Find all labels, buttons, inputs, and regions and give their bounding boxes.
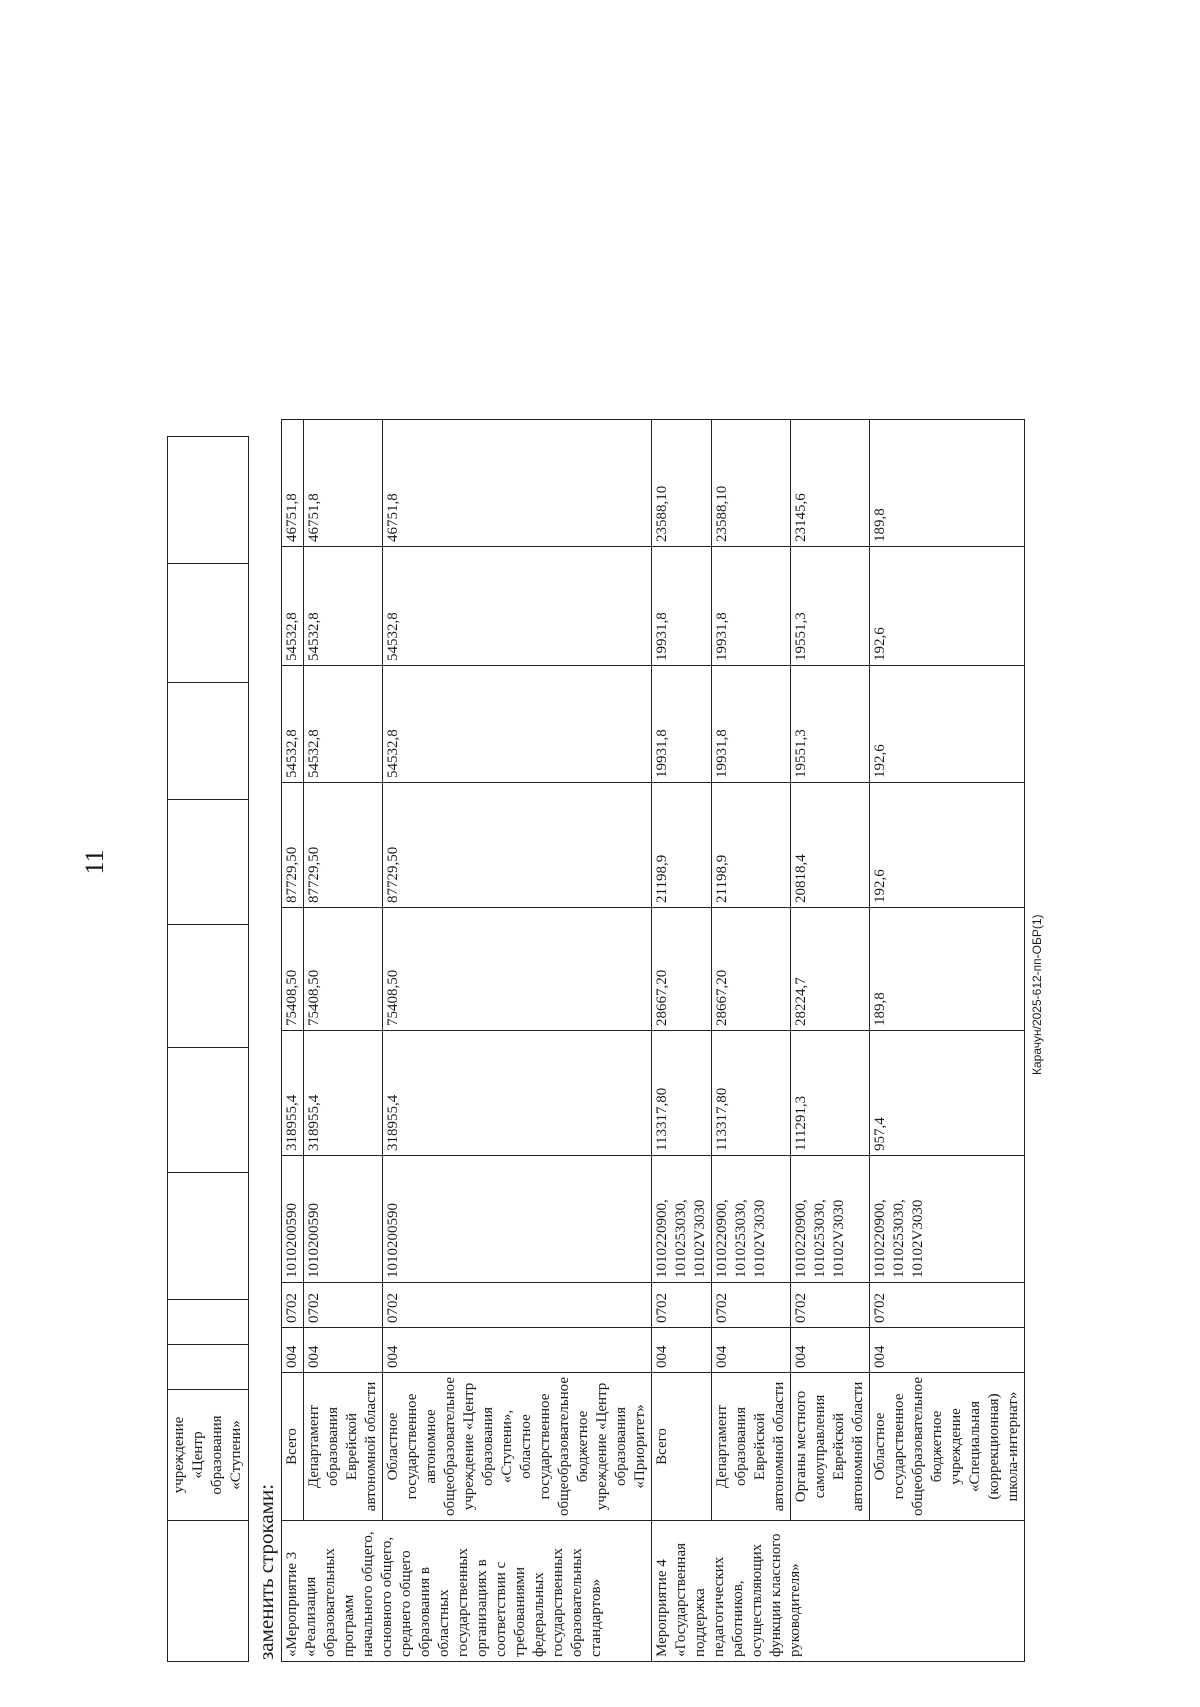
total-cell: 113317,80: [712, 1030, 791, 1155]
executor-cell: Всего: [652, 1372, 712, 1520]
prev-executor-cell: учреждение «Центр образования «Ступени»: [168, 1390, 249, 1521]
year1-cell: 75408,50: [304, 907, 383, 1030]
year4-cell: 19931,8: [712, 546, 791, 665]
grbs-cell: 004: [383, 1327, 652, 1372]
prev-rzpr-cell: [168, 1300, 249, 1345]
table-row: [870, 419, 1025, 1661]
executor-cell: Органы местного самоуправления Еврейской автономной области: [791, 1372, 870, 1520]
total-cell: 318955,4: [304, 1030, 383, 1155]
year3-cell: 54532,8: [304, 665, 383, 782]
csr-cell: 1010200590: [282, 1155, 304, 1282]
table-row: [652, 419, 712, 1661]
csr-cell: 1010200590: [304, 1155, 383, 1282]
year5-cell: 46751,8: [304, 419, 383, 546]
prev-y3-cell: [168, 683, 249, 800]
year4-cell: 19551,3: [791, 546, 870, 665]
prev-y5-cell: [168, 437, 249, 564]
csr-cell: 1010220900, 1010253030, 10102V3030: [652, 1155, 712, 1282]
year2-cell: 21198,9: [652, 782, 712, 907]
csr-cell: 1010220900, 1010253030, 10102V3030: [712, 1155, 791, 1282]
year1-cell: 189,8: [870, 907, 1025, 1030]
prev-y4-cell: [168, 564, 249, 683]
table-row: [168, 437, 249, 1662]
year5-cell: 23588,10: [712, 419, 791, 546]
table-row: [304, 419, 383, 1661]
year1-cell: 75408,50: [383, 907, 652, 1030]
prev-y1-cell: [168, 925, 249, 1048]
replacement-table: [281, 419, 1025, 1662]
year4-cell: 54532,8: [383, 546, 652, 665]
executor-cell: Областное государственное общеобразовательное бюджетное учреждение «Специальная (коррекционная) школа-интернат»: [870, 1372, 1025, 1520]
table-row: [791, 419, 870, 1661]
year1-cell: 28667,20: [712, 907, 791, 1030]
year3-cell: 19931,8: [712, 665, 791, 782]
total-cell: 318955,4: [383, 1030, 652, 1155]
event4-name-cell: Мероприятие 4 «Государственная поддержка педагогических работников, осуществляющих функции классного руководителя»: [652, 1521, 1025, 1662]
rotated-table-area: [167, 2, 1047, 1662]
year1-cell: 28224,7: [791, 907, 870, 1030]
page-number: 11: [80, 849, 109, 875]
executor-cell: Департамент образования Еврейской автономной области: [712, 1372, 791, 1520]
table-row: [282, 419, 304, 1661]
year4-cell: 19931,8: [652, 546, 712, 665]
rzpr-cell: 0702: [712, 1282, 791, 1327]
event3-name-cell: «Мероприятие 3 «Реализация образовательных программ начального общего, основного общего, среднего общего образования в областных государственных организациях в соответствии с требованиями федеральных государственных образовательных стандартов»: [282, 1521, 652, 1662]
total-cell: 113317,80: [652, 1030, 712, 1155]
year2-cell: 21198,9: [712, 782, 791, 907]
grbs-cell: 004: [282, 1327, 304, 1372]
year5-cell: 46751,8: [282, 419, 304, 546]
grbs-cell: 004: [712, 1327, 791, 1372]
year2-cell: 20818,4: [791, 782, 870, 907]
rzpr-cell: 0702: [383, 1282, 652, 1327]
rzpr-cell: 0702: [870, 1282, 1025, 1327]
year1-cell: 75408,50: [282, 907, 304, 1030]
prev-grbs-cell: [168, 1345, 249, 1390]
total-cell: 957,4: [870, 1030, 1025, 1155]
grbs-cell: 004: [870, 1327, 1025, 1372]
footer-code: Карачун/2025-612-пп-ОБР(1): [1030, 914, 1044, 1075]
year4-cell: 54532,8: [282, 546, 304, 665]
rzpr-cell: 0702: [791, 1282, 870, 1327]
prev-csr-cell: [168, 1173, 249, 1300]
year5-cell: 23145,6: [791, 419, 870, 546]
year3-cell: 19551,3: [791, 665, 870, 782]
csr-cell: 1010200590: [383, 1155, 652, 1282]
grbs-cell: 004: [652, 1327, 712, 1372]
executor-cell: Всего: [282, 1372, 304, 1520]
year2-cell: 87729,50: [282, 782, 304, 907]
previous-row-table: [167, 436, 249, 1662]
grbs-cell: 004: [304, 1327, 383, 1372]
executor-cell: Областное государственное автономное общеобразовательное учреждение «Центр образования «Ступени», областное государственное общеобразовательное бюджетное учреждение «Центр образования «Приоритет»: [383, 1372, 652, 1520]
year1-cell: 28667,20: [652, 907, 712, 1030]
csr-cell: 1010220900, 1010253030, 10102V3030: [870, 1155, 1025, 1282]
year2-cell: 192,6: [870, 782, 1025, 907]
year5-cell: 23588,10: [652, 419, 712, 546]
table-row: [383, 419, 652, 1661]
year2-cell: 87729,50: [383, 782, 652, 907]
year4-cell: 54532,8: [304, 546, 383, 665]
year3-cell: 192,6: [870, 665, 1025, 782]
prev-name-cell: [168, 1521, 249, 1662]
rzpr-cell: 0702: [304, 1282, 383, 1327]
year3-cell: 54532,8: [383, 665, 652, 782]
year4-cell: 192,6: [870, 546, 1025, 665]
year3-cell: 54532,8: [282, 665, 304, 782]
prev-y2-cell: [168, 800, 249, 925]
rzpr-cell: 0702: [652, 1282, 712, 1327]
year3-cell: 19931,8: [652, 665, 712, 782]
year2-cell: 87729,50: [304, 782, 383, 907]
year5-cell: 189,8: [870, 419, 1025, 546]
executor-cell: Департамент образования Еврейской автономной области: [304, 1372, 383, 1520]
year5-cell: 46751,8: [383, 419, 652, 546]
section-heading: заменить строками:: [254, 1483, 278, 1660]
grbs-cell: 004: [791, 1327, 870, 1372]
rzpr-cell: 0702: [282, 1282, 304, 1327]
total-cell: 318955,4: [282, 1030, 304, 1155]
prev-total-cell: [168, 1048, 249, 1173]
csr-cell: 1010220900, 1010253030, 10102V3030: [791, 1155, 870, 1282]
table-row: [712, 419, 791, 1661]
total-cell: 111291,3: [791, 1030, 870, 1155]
